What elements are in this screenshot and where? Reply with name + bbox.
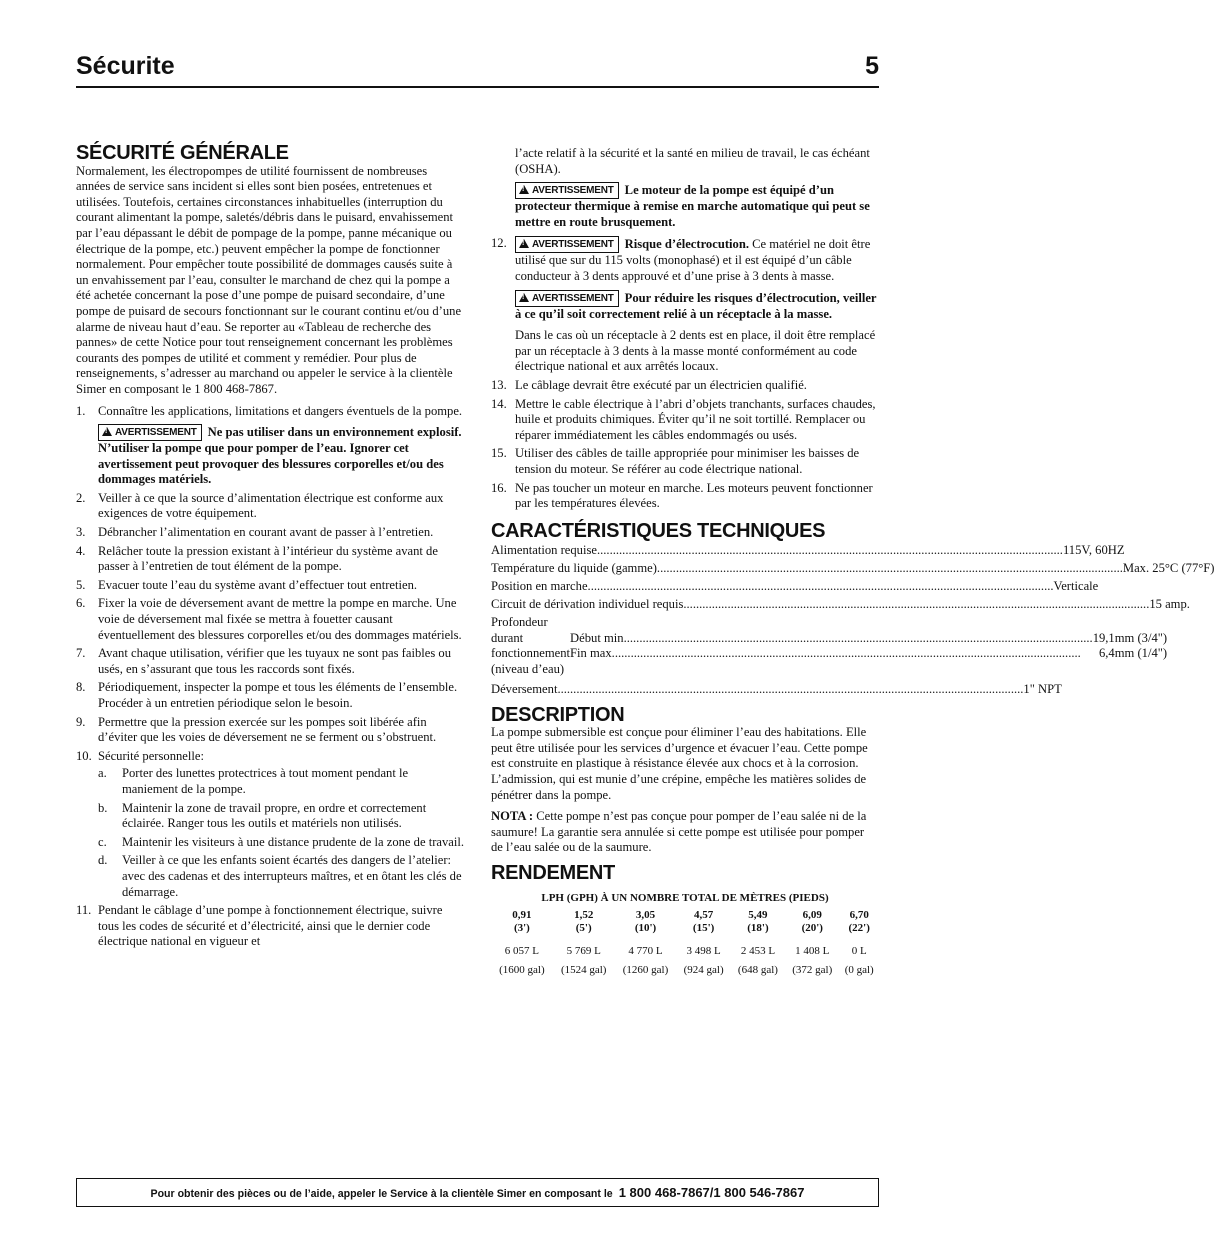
page-title: Sécurite bbox=[76, 52, 175, 80]
list-item: 14. Mettre le cable électrique à l’abri d’objets tranchants, surfaces chaudes, huile et produits chimiques. Éviter qu’il ne soit tortillé. Remplacer ou réparer immédiatement les câbles endommagés ou usés. bbox=[491, 396, 876, 442]
list-item: 7. Avant chaque utilisation, vérifier que les tuyaux ne sont pas faibles ou usés, en s’assurant que tous les raccords sont fixés. bbox=[76, 646, 451, 676]
list-item: 13. Le câblage devrait être exécuté par un électricien qualifié. bbox=[491, 377, 807, 392]
safety-list bbox=[76, 404, 464, 950]
spec-depth: Profondeur durant fonctionnement (niveau d’eau) Début min. ..... 19,1mm (3/4") Fin max. ..... 6,4mm (1/4") bbox=[491, 615, 879, 677]
warning-triangle-icon: ! bbox=[102, 427, 112, 436]
sub-item: a. Porter des lunettes protectrices à tout moment pendant le maniement de la pompe. bbox=[98, 766, 409, 796]
footer-phone: 1 800 468-7867/1 800 546-7867 bbox=[618, 1185, 805, 1200]
warning-badge: ! AVERTISSEMENT bbox=[515, 182, 619, 199]
list-item: 6. Fixer la voie de déversement avant de mettre la pompe en marche. Une voie de déversement mal fixée se mettra à fouetter causant éventuellement des blessures corporelles et/ou des dommages matériels. bbox=[76, 596, 462, 642]
warning-triangle-icon: ! bbox=[519, 239, 529, 248]
safety-list-continued bbox=[491, 236, 879, 511]
page-number: 5 bbox=[865, 52, 879, 80]
left-column bbox=[76, 142, 465, 953]
general-safety-heading: SÉCURITÉ GÉNÉRALE bbox=[76, 142, 289, 164]
list-item: 2. Veiller à ce que la source d’alimentation électrique est conforme aux exigences de votre équipement. bbox=[76, 490, 444, 521]
performance-heading: RENDEMENT bbox=[491, 862, 615, 884]
sub-item: c. Maintenir les visiteurs à une distance prudente de la zone de travail. bbox=[98, 834, 465, 849]
head-feet-row: (3') (5') (10') (15') (18') (20') (22') bbox=[513, 921, 870, 934]
warning-badge: ! AVERTISSEMENT bbox=[515, 236, 619, 253]
list-item: 9. Permettre que la pression exercée sur les pompes soit libérée afin d’éviter que les voies de déversement ne se ferment ou s’obstruent. bbox=[76, 714, 437, 745]
list-item: 8. Périodiquement, inspecter la pompe et tous les éléments de l’ensemble. Procéder à un entretien périodique selon le besoin. bbox=[76, 680, 458, 710]
warning-block: ! AVERTISSEMENT Le moteur de la pompe est équipé d’un protecteur thermique à remise en marche automatique qui peut se mettre en route brusquement. bbox=[515, 183, 870, 229]
warning-triangle-icon: ! bbox=[519, 185, 529, 194]
spec-circuit: Circuit de dérivation individuel requis ..... 15 amp. bbox=[491, 595, 879, 613]
warning-block: ! AVERTISSEMENT Pour réduire les risques d’électrocution, veiller à ce qu’il soit correctement relié à un réceptacle à la masse. bbox=[515, 290, 877, 321]
warning-badge: ! AVERTISSEMENT bbox=[515, 290, 619, 307]
list-item: 1. Connaître les applications, limitations et dangers éventuels de la pompe. bbox=[76, 403, 463, 418]
specs-heading: CARACTÉRISTIQUES TECHNIQUES bbox=[491, 519, 826, 542]
item11-continued: l’acte relatif à la sécurité et la santé en milieu de travail, le cas échéant (OSHA). bbox=[515, 146, 870, 176]
warning-block: ! AVERTISSEMENT Ne pas utiliser dans un environnement explosif. N’utiliser la pompe que pour pomper de l’eau. Ignorer cet avertissement peut provoquer des blessures corporelles et/ou des dommages matériels. bbox=[98, 425, 462, 487]
page-footer bbox=[76, 1178, 879, 1207]
list-item: 12. ! AVERTISSEMENT Risque d’électrocution. Ce matériel ne doit être utilisé que sur du 115 volts (monophasé) et il est équipé d’un câble conducteur à 3 dents approuvé et d’une prise à 3 dents à masse. ! AVERTISSEMENT Pour réduire les risques d’électrocution, veiller à ce qu’il soit correctement relié à un réceptacle à la masse. Dans le cas où un réceptacle à 2 dents est en place, il doit être remplacé par un réceptacle à 3 dents à la masse monté conformément au code électrique national et aux arrêtés locaux. bbox=[491, 236, 879, 375]
footer-text: Pour obtenir des pièces ou de l’aide, appeler le Service à la clientèle Simer en composant le bbox=[150, 1188, 613, 1200]
right-column bbox=[491, 146, 1214, 983]
list-item: 15. Utiliser des câbles de taille appropriée pour minimiser les baisses de tension du moteur. Se référer au code électrique national. bbox=[491, 446, 860, 476]
personal-safety-sublist bbox=[98, 766, 464, 900]
spec-discharge: Déversement ..... 1" NPT bbox=[491, 680, 879, 698]
sub-item: d. Veiller à ce que les enfants soient écartés des dangers de l’atelier: avec des cadenas et des interrupteurs maîtres, et en ôtant les clés de démarrage. bbox=[98, 853, 462, 899]
list-item: 4. Relâcher toute la pression existant à l’intérieur du système avant de passer à l’entretien de tout élément de la pompe. bbox=[76, 543, 438, 574]
description-note: NOTA : Cette pompe n’est pas conçue pour pomper de l’eau salée ni de la saumure! La garantie sera annulée si cette pompe est utilisée pour pomper de l’eau salée ou de la saumure. bbox=[491, 809, 867, 855]
spec-position: Position en marche ..... Verticale bbox=[491, 577, 879, 595]
intro-paragraph: Normalement, les électropompes de utilité fournissent de nombreuses années de service sans incident si elles sont bien posées, entretenues et utilisées. Toutefois, certaines circonstances inhabituelles (interruption du courant alimentant la pompe, saletés/débris dans le puisard, envahissement par l’eau dépassant le débit de pompage de la pompe, panne mécanique ou électrique de la pompe, etc.) peuvent empêcher la pompe de fonctionner normalement. Pour empêcher toute possibilité de dommages causés suite à un envahissement par l’eau, consulter le marchand de chez qui la pompe a été achetée concernant la pose d’une pompe de puisard secondaire, d’une pompe de puisard de secours fonctionnant sur le courant continu et/ou d’une alarme de niveau haut d’eau. Se reporter au «Tableau de recherche des pannes» de cette Notice pour tout renseignement concernant les problèmes courants des pompes de utilité et comment y remédier. Pour plus de renseignements, s’adresser au marchand ou appeler le service à la clientèle Simer en composant le 1 800 468-7867. bbox=[76, 163, 462, 396]
list-item: 3. Débrancher l’alimentation en courant avant de passer à l’entretien. bbox=[76, 525, 434, 540]
warning-triangle-icon: ! bbox=[519, 293, 529, 302]
warning-badge: ! AVERTISSEMENT bbox=[98, 424, 202, 441]
spec-power: Alimentation requise ..... 115V, 60HZ bbox=[491, 541, 879, 559]
description-body: La pompe submersible est conçue pour éliminer l’eau des habitations. Elle peut être utilisée pour les services d’urgence et évacuer l’eau. Cette pompe est construite en plastique à résistance élevée aux chocs et à la corrosion. L’admission, qui est munie d’une crépine, empêche les matières solides de pénétrer dans la pompe. bbox=[491, 725, 868, 802]
performance-table-title: LPH (GPH) À UN NOMBRE TOTAL DE MÈTRES (PIEDS) bbox=[541, 891, 829, 904]
head-meters-row: 0,91 1,52 3,05 4,57 5,49 6,09 6,70 bbox=[512, 908, 869, 921]
list-item: 16. Ne pas toucher un moteur en marche. Les moteurs peuvent fonctionner par les températures élevées. bbox=[491, 480, 873, 511]
list-item: 5. Evacuer toute l’eau du système avant d’effectuer tout entretien. bbox=[76, 577, 418, 592]
sub-item: b. Maintenir la zone de travail propre, en ordre et correctement éclairée. Ranger tous les outils et matériels non utilisés. bbox=[98, 800, 427, 831]
item12-paragraph: Dans le cas où un réceptacle à 2 dents est en place, il doit être remplacé par un réceptacle à 3 dents à la masse monté conformément au code électrique national et aux arrêtés locaux. bbox=[515, 328, 876, 374]
description-heading: DESCRIPTION bbox=[491, 703, 625, 726]
page-header bbox=[76, 52, 879, 88]
gph-row: (1600 gal) (1524 gal) (1260 gal) (924 gal) (648 gal) (372 gal) (0 gal) bbox=[499, 963, 874, 976]
list-item: 10. Sécurité personnelle: a. Porter des lunettes protectrices à tout moment pendant le maniement de la pompe. b. Maintenir la zone de travail propre, en ordre et correctement éclairée. Ranger tous les outils et matériels non utilisés. c. Maintenir les visiteurs à une distance prudente de la zone de travail. d. Veiller à ce que les enfants soient écartés des dangers de l’atelier: avec des cadenas et des interrupteurs maîtres, et en ôtant les clés de démarrage. bbox=[76, 748, 465, 899]
lph-row: 6 057 L 5 769 L 4 770 L 3 498 L 2 453 L 1 408 L 0 L bbox=[504, 944, 867, 957]
performance-table bbox=[491, 888, 879, 983]
spec-temperature: Température du liquide (gamme) ..... Max. 25°C (77°F) bbox=[491, 559, 879, 577]
list-item: 11. Pendant le câblage d’une pompe à fonctionnement électrique, suivre tous les codes de sécurité et d’électricité, ainsi que le dernier code électrique national en vigueur et bbox=[76, 903, 443, 949]
